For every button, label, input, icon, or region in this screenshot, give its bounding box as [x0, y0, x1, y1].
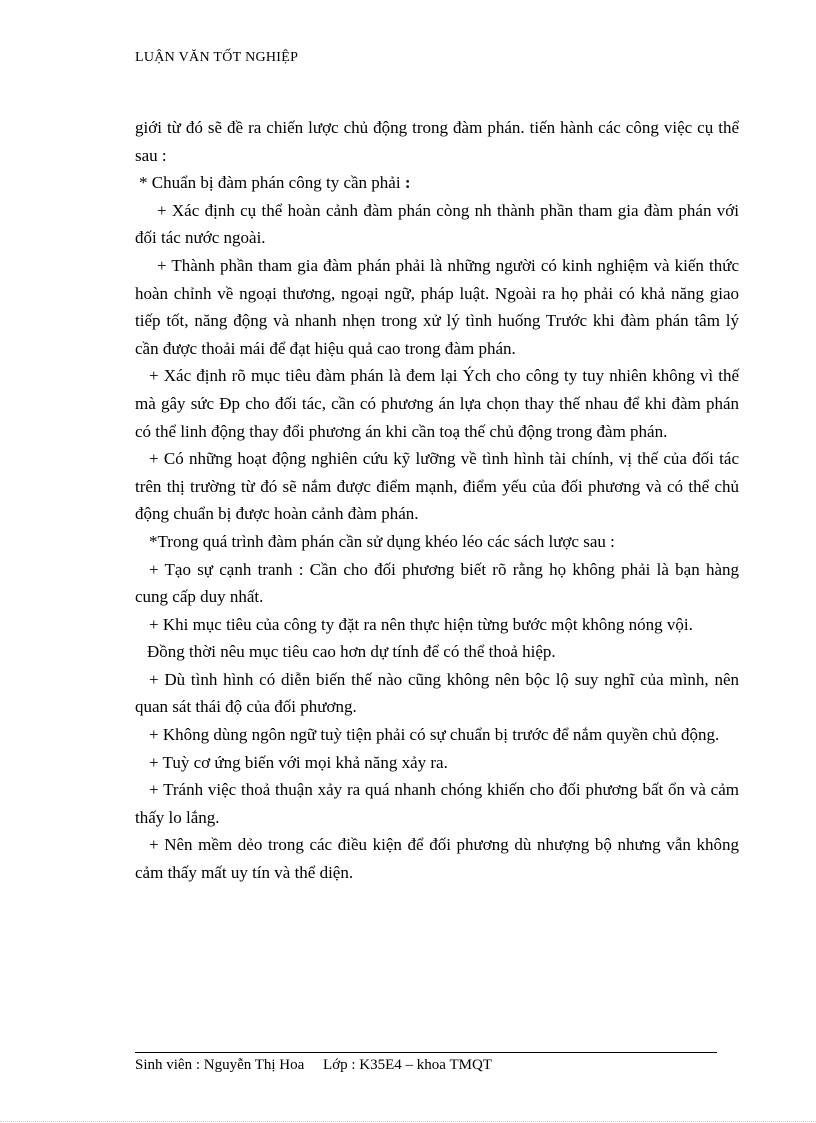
- paragraph-avoid-haste: + Tránh việc thoả thuận xảy ra quá nhanh chóng khiến cho đối phương bất ổn và cảm thấy lo lắng.: [135, 780, 739, 827]
- paragraph-language: + Không dùng ngôn ngữ tuỳ tiện phải có sự chuẩn bị trước để nắm quyền chủ động.: [149, 725, 720, 745]
- heading-colon: :: [404, 173, 411, 193]
- running-header: LUẬN VĂN TỐT NGHIỆP: [135, 50, 299, 65]
- page-edge: [0, 1121, 816, 1122]
- footer-divider: [135, 1052, 717, 1053]
- paragraph-intro: giới từ đó sẽ đề ra chiến lược chủ động trong đàm phán. tiến hành các công việc cụ thể sau :: [135, 118, 739, 165]
- running-footer: [135, 1057, 492, 1074]
- paragraph-strategy-heading: *Trong quá trình đàm phán cần sử dụng khéo léo các sách lược sau :: [149, 531, 615, 551]
- paragraph-adapt: + Tuỳ cơ ứng biến với mọi khả năng xảy ra.: [149, 752, 448, 772]
- document-body: [135, 114, 739, 887]
- paragraph-flexible: + Nên mềm dẻo trong các điều kiện để đối phương dù nhượng bộ nhưng vẫn không cảm thấy mất uy tín và thể diện.: [135, 835, 739, 883]
- paragraph-research: + Có những hoạt động nghiên cứu kỹ lưỡng về tình hình tài chính, vị thế của đối tác trên thị trường từ đó sẽ nắm được điểm mạnh, điểm yếu của đối phương và có thể chủ động chuẩn bị được hoàn cảnh đàm phán.: [135, 449, 739, 524]
- paragraph-competition: + Tạo sự cạnh tranh : Cần cho đối phương biết rõ rằng họ không phải là bạn hàng cung cấp duy nhất.: [135, 559, 739, 607]
- footer-student: Sinh viên : Nguyễn Thị Hoa: [135, 1057, 305, 1073]
- paragraph-higher-target: Đồng thời nêu mục tiêu cao hơn dự tính để có thể thoả hiệp.: [147, 642, 556, 662]
- paragraph-step-by-step: + Khi mục tiêu của công ty đặt ra nên thực hiện từng bước một không nóng vội.: [149, 614, 693, 634]
- paragraph-observe: + Dù tình hình có diễn biến thế nào cũng không nên bộc lộ suy nghĩ của mình, nên quan sát thái độ của đối phương.: [135, 669, 739, 717]
- footer-class: Lớp : K35E4 – khoa TMQT: [323, 1057, 492, 1073]
- paragraph-objectives: + Xác định rõ mục tiêu đàm phán là đem lại Ých cho công ty tuy nhiên không vì thế mà gây sức Ðp cho đối tác, cần có phương án lựa chọn thay thế nhau để khi đàm phán có thể linh động thay đổi phương án khi cần toạ thế chủ động trong đàm phán.: [135, 366, 739, 441]
- paragraph-preparation-heading: * Chuẩn bị đàm phán công ty cần phải :: [139, 173, 411, 193]
- paragraph-participants: + Thành phần tham gia đàm phán phải là những người có kinh nghiệm và kiến thức hoàn chỉnh về ngoại thương, ngoại ngữ, pháp luật. Ngoài ra họ phải có khả năng giao tiếp tốt, năng động và nhanh nhẹn trong xử lý tình huống Trước khi đàm phán tâm lý cần được thoải mái để đạt hiệu quả cao trong đàm phán.: [135, 255, 739, 358]
- paragraph-context: + Xác định cụ thể hoàn cảnh đàm phán còng nh thành phần tham gia đàm phán với đối tác nước ngoài.: [135, 200, 739, 248]
